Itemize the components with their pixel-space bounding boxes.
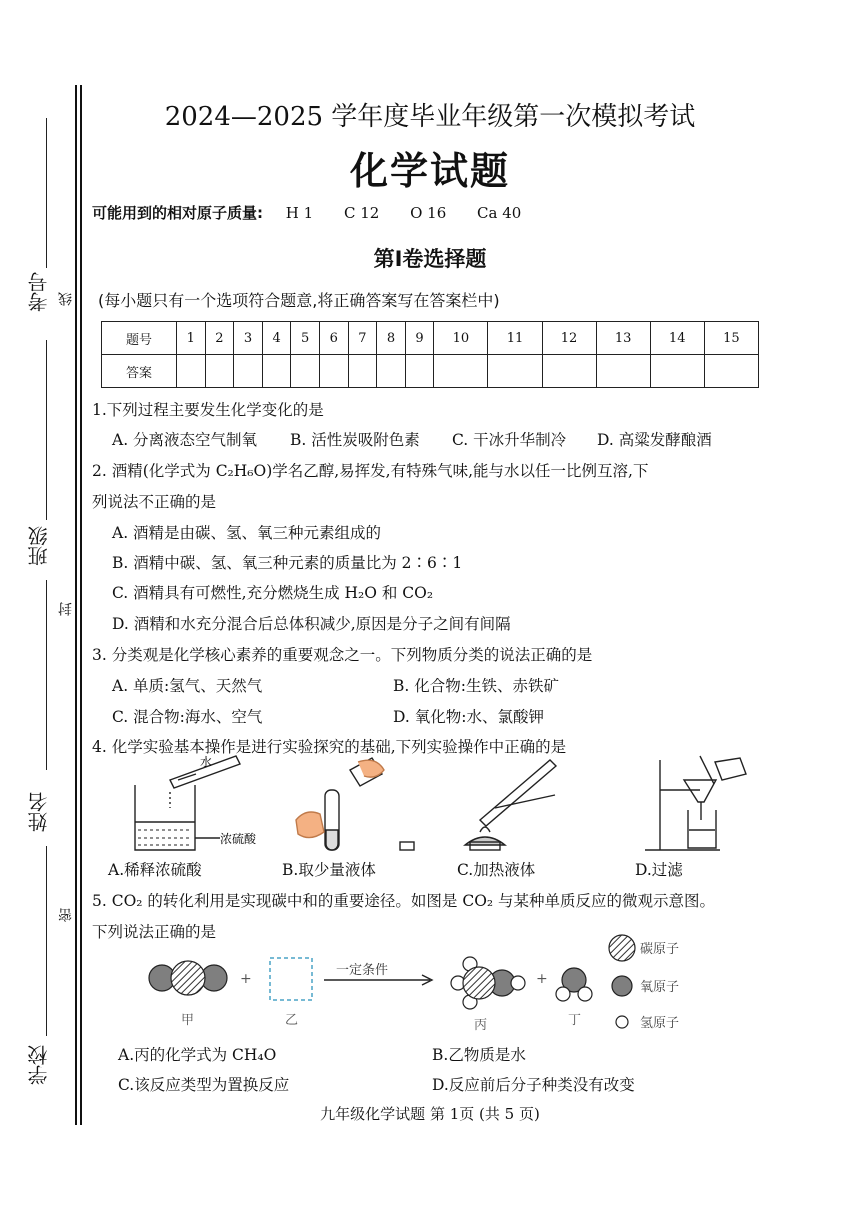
legend-hydrogen: 氢原子	[640, 1016, 680, 1031]
q3-option-a: A. 单质:氢气、天然气	[112, 677, 263, 695]
dense-mark: 密	[58, 908, 74, 922]
q-number-cell: 12	[542, 322, 596, 355]
lab-operations-figure	[100, 750, 800, 860]
q-number-cell: 3	[234, 322, 263, 355]
water-molecule	[556, 968, 592, 1001]
line-mark: 线	[58, 292, 74, 306]
class-line-top	[46, 340, 47, 520]
answer-cell[interactable]	[488, 355, 542, 388]
q4-option-b: B.取少量液体	[282, 861, 376, 879]
answer-cell[interactable]	[319, 355, 348, 388]
q-number-cell: 11	[488, 322, 542, 355]
q2-option-b: B. 酒精中碳、氢、氧三种元素的质量比为 2∶6∶1	[112, 554, 463, 572]
label-ding: 丁	[568, 1013, 582, 1028]
q2-stem-line2: 列说法不正确的是	[92, 493, 217, 511]
q5-option-c: C.该反应类型为置换反应	[118, 1076, 290, 1094]
q4-stem: 4. 化学实验基本操作是进行实验探究的基础,下列实验操作中正确的是	[92, 738, 567, 756]
q-number-cell: 1	[177, 322, 206, 355]
exam-title: 2024—2025 学年度毕业年级第一次模拟考试	[164, 102, 696, 132]
answer-cell[interactable]	[291, 355, 320, 388]
row-label-answer: 答案	[102, 355, 177, 388]
plus-sign-1: +	[240, 971, 252, 987]
q5-option-d: D.反应前后分子种类没有改变	[432, 1076, 635, 1094]
q1-option-b: B. 活性炭吸附色素	[290, 431, 420, 449]
q5-stem-line2: 下列说法正确的是	[92, 923, 217, 941]
q-number-cell: 6	[319, 322, 348, 355]
answer-cell[interactable]	[234, 355, 263, 388]
q-number-cell: 9	[405, 322, 434, 355]
legend-oxygen: 氧原子	[640, 980, 680, 995]
water-label: 水	[200, 755, 213, 769]
q2-stem-line1: 2. 酒精(化学式为 C₂H₆O)学名乙醇,易挥发,有特殊气味,能与水以任一比例互溶,下	[92, 462, 649, 480]
co2-molecule	[149, 961, 227, 995]
take-liquid-diagram	[296, 758, 414, 850]
filtration-diagram	[645, 756, 746, 850]
condition-label: 一定条件	[336, 963, 389, 978]
class-line	[46, 580, 47, 770]
answer-cell[interactable]	[650, 355, 704, 388]
legend	[609, 935, 635, 1028]
methanol-molecule	[451, 957, 525, 1009]
answer-cell[interactable]	[596, 355, 650, 388]
q-number-cell: 2	[205, 322, 234, 355]
table-row-numbers	[102, 322, 759, 355]
q2-option-d: D. 酒精和水充分混合后总体积减少,原因是分子之间有间隔	[112, 615, 511, 633]
instruction-note: (每小题只有一个选项符合题意,将正确答案写在答案栏中)	[98, 291, 500, 310]
answer-table	[101, 321, 759, 388]
exam-no-label: 考号	[27, 272, 51, 312]
q1-option-a: A. 分离液态空气制氧	[112, 431, 258, 449]
q3-option-d: D. 氧化物:水、氯酸钾	[393, 708, 544, 726]
atomic-mass-label: 可能用到的相对原子质量:	[92, 204, 263, 222]
answer-cell[interactable]	[205, 355, 234, 388]
answer-cell[interactable]	[262, 355, 291, 388]
q5-option-a: A.丙的化学式为 CH₄O	[118, 1046, 277, 1064]
answer-cell[interactable]	[405, 355, 434, 388]
heat-liquid-diagram	[465, 760, 556, 850]
atom-h: H 1	[285, 204, 314, 222]
acid-label: 浓硫酸	[220, 832, 257, 846]
atom-ca: Ca 40	[477, 204, 522, 222]
answer-cell[interactable]	[348, 355, 377, 388]
q-number-cell: 14	[650, 322, 704, 355]
q4-option-d: D.过滤	[635, 861, 683, 879]
q-number-cell: 15	[704, 322, 758, 355]
q-number-cell: 4	[262, 322, 291, 355]
atom-c: C 12	[343, 204, 380, 222]
reaction-diagram	[140, 928, 700, 1038]
answer-cell[interactable]	[434, 355, 488, 388]
q3-option-c: C. 混合物:海水、空气	[112, 708, 263, 726]
atomic-mass-line	[92, 202, 521, 223]
q3-option-b: B. 化合物:生铁、赤铁矿	[393, 677, 559, 695]
class-label: 班级	[27, 526, 51, 566]
q1-stem: 1.下列过程主要发生化学变化的是	[92, 401, 324, 419]
q4-option-c: C.加热液体	[457, 861, 536, 879]
q2-option-a: A. 酒精是由碳、氢、氧三种元素组成的	[112, 524, 382, 542]
q1-option-c: C. 干冰升华制冷	[452, 431, 567, 449]
q-number-cell: 5	[291, 322, 320, 355]
name-line	[46, 846, 47, 1036]
binding-bar-inner	[80, 85, 82, 1125]
atom-o: O 16	[410, 204, 447, 222]
q5-option-b: B.乙物质是水	[432, 1046, 526, 1064]
q-number-cell: 8	[377, 322, 406, 355]
page-footer: 九年级化学试题 第 1页 (共 5 页)	[320, 1105, 540, 1123]
q2-option-c: C. 酒精具有可燃性,充分燃烧生成 H₂O 和 CO₂	[112, 584, 434, 602]
q3-stem: 3. 分类观是化学核心素养的重要观念之一。下列物质分类的说法正确的是	[92, 646, 593, 664]
school-label: 学校	[27, 1045, 51, 1085]
table-row-answers	[102, 355, 759, 388]
answer-cell[interactable]	[542, 355, 596, 388]
unknown-reactant-box	[270, 958, 312, 1000]
answer-cell[interactable]	[377, 355, 406, 388]
legend-carbon: 碳原子	[640, 942, 680, 957]
row-label-number: 题号	[102, 322, 177, 355]
section-title: 第Ⅰ卷选择题	[373, 247, 487, 271]
answer-cell[interactable]	[704, 355, 758, 388]
label-yi: 乙	[285, 1013, 299, 1028]
plus-sign-2: +	[536, 971, 548, 987]
label-jia: 甲	[181, 1013, 195, 1028]
seal-mark: 封	[58, 602, 74, 616]
name-label: 姓名	[27, 792, 51, 832]
label-bing: 丙	[474, 1018, 488, 1033]
q-number-cell: 7	[348, 322, 377, 355]
subject-title: 化学试题	[349, 148, 510, 193]
q-number-cell: 13	[596, 322, 650, 355]
q-number-cell: 10	[434, 322, 488, 355]
q5-stem-line1: 5. CO₂ 的转化利用是实现碳中和的重要途径。如图是 CO₂ 与某种单质反应的微观示意图。	[92, 892, 716, 910]
q1-option-d: D. 高粱发酵酿酒	[597, 431, 712, 449]
answer-cell[interactable]	[177, 355, 206, 388]
q4-option-a: A.稀释浓硫酸	[108, 861, 202, 879]
